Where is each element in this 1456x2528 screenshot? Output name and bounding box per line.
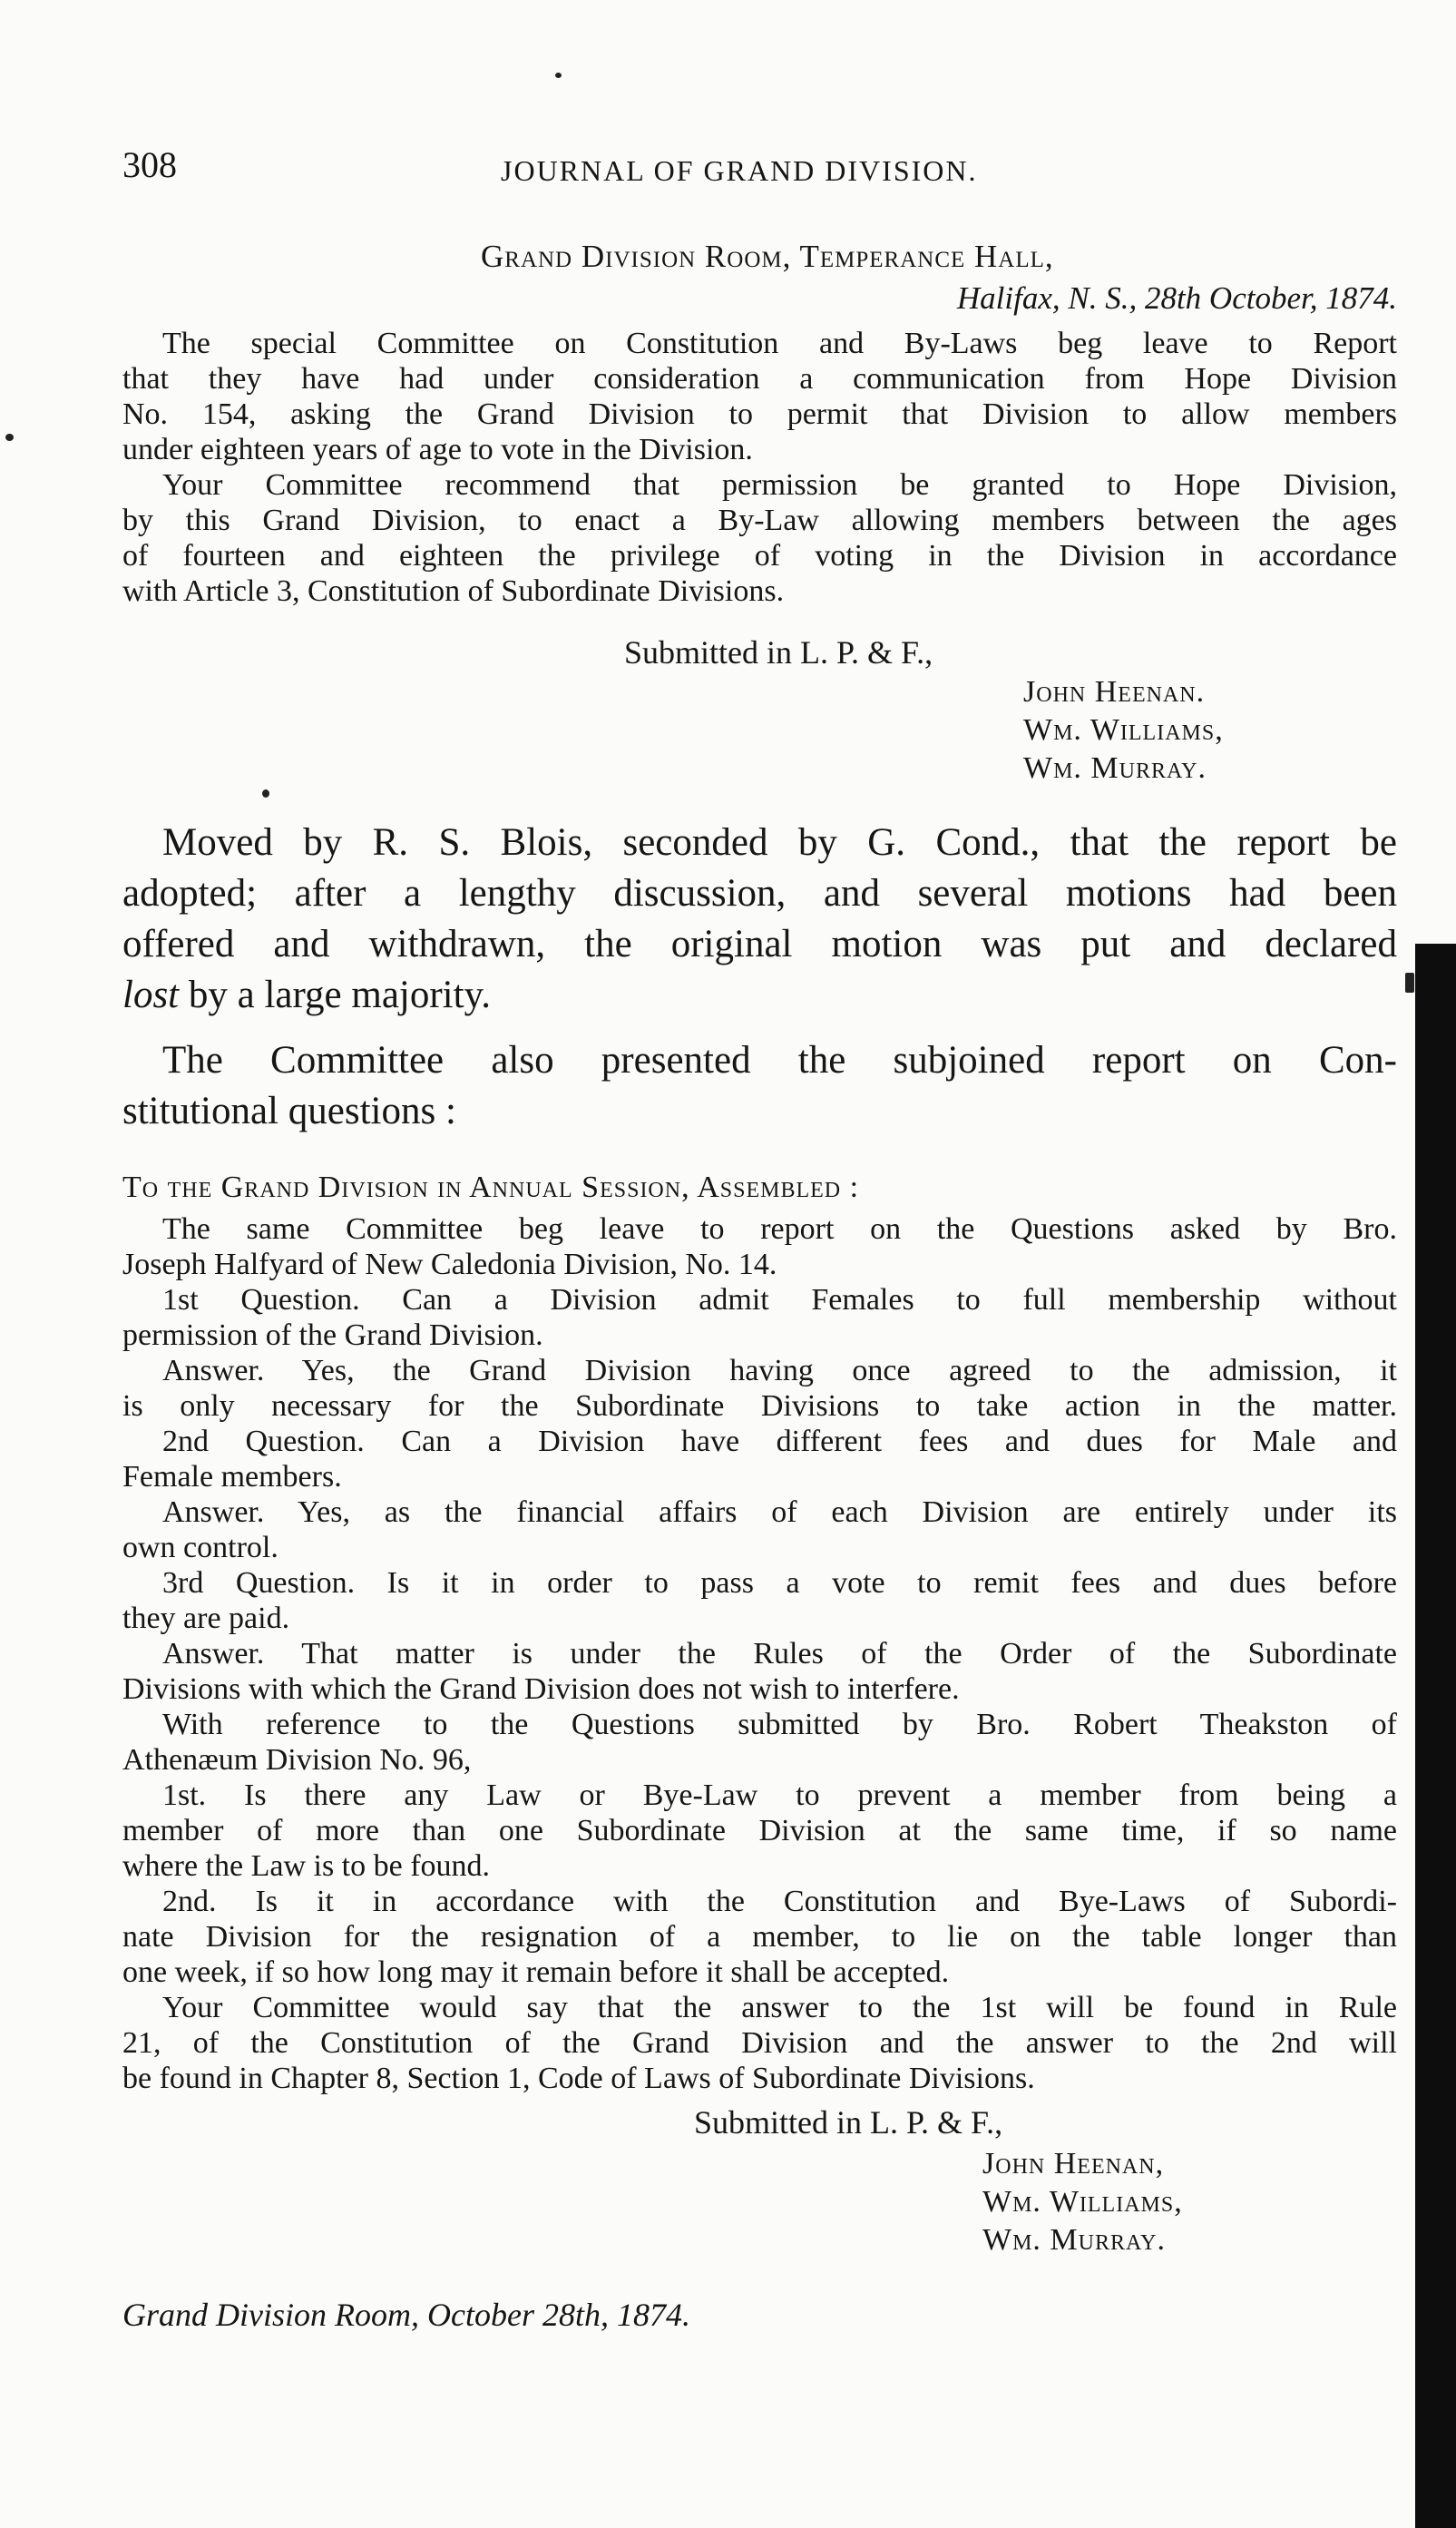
text-line: The special Committee on Constitution and By-Laws beg leave to Report: [162, 327, 1397, 360]
scan-speck: [555, 73, 562, 78]
text-line: No. 154, asking the Grand Division to permit that Division to allow members: [122, 397, 1397, 431]
text-line: that they have had under consideration a communication from Hope Division: [122, 362, 1397, 396]
scan-speck: [1405, 973, 1414, 993]
text-line: Divisions with which the Grand Division does not wish to interfere.: [122, 1672, 960, 1706]
signatory: Wm. Murray.: [1023, 751, 1207, 785]
scan-speck: [262, 789, 269, 798]
signatory: Wm. Williams,: [1023, 713, 1224, 747]
text-line: of fourteen and eighteen the privilege of voting in the Division in accordance: [122, 539, 1397, 573]
text-line: own control.: [122, 1531, 278, 1564]
text-line: nate Division for the resignation of a member, to lie on the table longer than: [122, 1920, 1397, 1954]
page-number: 308: [122, 144, 177, 185]
text-line: Your Committee would say that the answer to the 1st will be found in Rule: [162, 1991, 1397, 2024]
text-line: stitutional questions :: [122, 1090, 456, 1132]
text-line: The Committee also presented the subjoined report on Con-: [162, 1039, 1397, 1082]
text-line: with Article 3, Constitution of Subordinate Divisions.: [122, 574, 785, 608]
text-line: Answer. That matter is under the Rules of the Order of the Subordinate: [162, 1637, 1397, 1671]
signatory: John Heenan.: [1023, 675, 1206, 709]
text-line: Female members.: [122, 1460, 342, 1494]
text-line: 2nd. Is it in accordance with the Constitution and Bye-Laws of Subordi-: [162, 1885, 1397, 1918]
scan-edge-shadow: [1415, 944, 1456, 2528]
report-date-line: Halifax, N. S., 28th October, 1874.: [956, 280, 1397, 316]
text-line: they are paid.: [122, 1602, 290, 1635]
text-line: by this Grand Division, to enact a By-Law allowing members between the ages: [122, 504, 1397, 537]
text-line: Moved by R. S. Blois, seconded by G. Cond., that the report be: [162, 821, 1397, 864]
text-line: 3rd Question. Is it in order to pass a vote to remit fees and dues before: [162, 1566, 1397, 1600]
submitted-line: Submitted in L. P. & F.,: [694, 2104, 1003, 2141]
signatory: John Heenan,: [982, 2147, 1165, 2180]
text-line: 1st. Is there any Law or Bye-Law to prevent a member from being a: [162, 1778, 1397, 1812]
text-line: Answer. Yes, the Grand Division having once agreed to the admission, it: [162, 1354, 1397, 1387]
signatory: Wm. Williams,: [982, 2185, 1183, 2219]
text-line: The same Committee beg leave to report on the Questions asked by Bro.: [162, 1212, 1397, 1246]
text-line: [122, 974, 491, 1017]
text-line: Joseph Halfyard of New Caledonia Division, No. 14.: [122, 1248, 777, 1281]
scan-speck: [5, 434, 14, 441]
text-line: Athenæum Division No. 96,: [122, 1743, 472, 1777]
emphasis-word: lost: [122, 974, 180, 1016]
signatory: Wm. Murray.: [982, 2223, 1166, 2257]
text-line: 2nd Question. Can a Division have different fees and dues for Male and: [162, 1425, 1397, 1458]
running-title: JOURNAL OF GRAND DIVISION.: [501, 154, 978, 187]
footer-date-line: Grand Division Room, October 28th, 1874.: [122, 2297, 690, 2333]
text-line: permission of the Grand Division.: [122, 1318, 543, 1352]
text-line: Your Committee recommend that permission be granted to Hope Division,: [162, 468, 1397, 502]
text-line: Answer. Yes, as the financial affairs of each Division are entirely under its: [162, 1495, 1397, 1529]
text-line: under eighteen years of age to vote in the Division.: [122, 433, 753, 466]
text-line: 1st Question. Can a Division admit Females to full membership without: [162, 1283, 1397, 1317]
text-line: adopted; after a lengthy discussion, and several motions had been: [122, 872, 1397, 915]
text-span: by a large majority.: [179, 974, 492, 1016]
text-line: is only necessary for the Subordinate Divisions to take action in the matter.: [122, 1389, 1397, 1423]
text-line: member of more than one Subordinate Division at the same time, if so name: [122, 1814, 1397, 1847]
submitted-line: Submitted in L. P. & F.,: [624, 634, 933, 671]
address-line: To the Grand Division in Annual Session, Assembled :: [122, 1171, 860, 1204]
report-place-line: Grand Division Room, Temperance Hall,: [481, 239, 1054, 274]
text-line: one week, if so how long may it remain before it shall be accepted.: [122, 1955, 950, 1989]
text-line: 21, of the Constitution of the Grand Division and the answer to the 2nd will: [122, 2026, 1397, 2060]
text-line: be found in Chapter 8, Section 1, Code of Laws of Subordinate Divisions.: [122, 2062, 1035, 2095]
text-line: offered and withdrawn, the original motion was put and declared: [122, 923, 1397, 965]
text-line: With reference to the Questions submitted by Bro. Robert Theakston of: [162, 1708, 1397, 1741]
text-line: where the Law is to be found.: [122, 1849, 491, 1883]
